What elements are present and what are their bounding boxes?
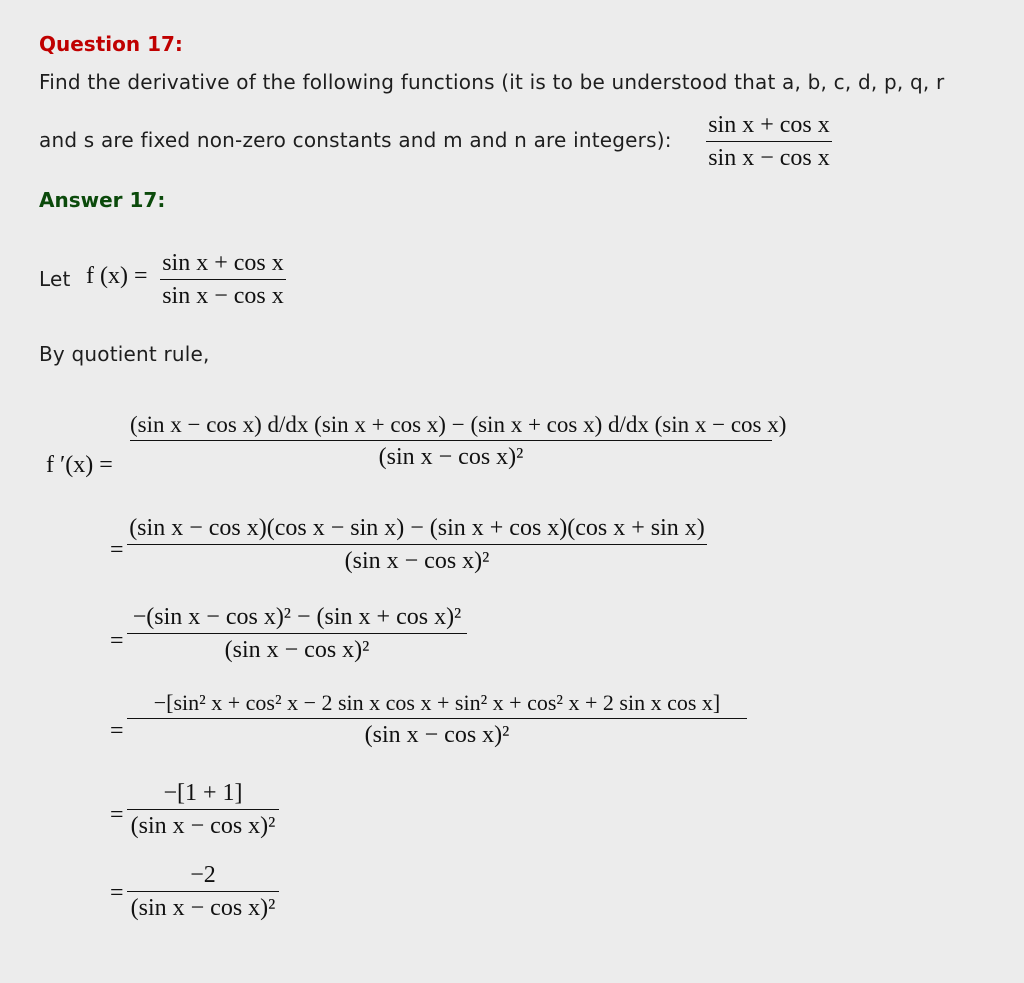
step-4-denominator: (sin x − cos x)² <box>364 722 510 748</box>
step-1-denominator: (sin x − cos x)² <box>378 444 524 470</box>
question-fraction-denominator: sin x − cos x <box>708 145 830 171</box>
step-1-lhs: f ′(x) = <box>46 452 113 478</box>
step-6-denominator: (sin x − cos x)² <box>130 895 276 921</box>
step-2-lhs: = <box>110 537 124 563</box>
step-3-denominator: (sin x − cos x)² <box>224 637 370 663</box>
step-5-lhs: = <box>110 802 124 828</box>
step-2-fraction <box>127 515 707 575</box>
step-6-fraction <box>127 862 279 922</box>
step-2-numerator: (sin x − cos x)(cos x − sin x) − (sin x + cos x)(cos x + sin x) <box>129 515 705 541</box>
let-label: Let <box>39 267 71 291</box>
question-function-fraction <box>706 112 832 172</box>
step-5-fraction <box>127 780 279 840</box>
let-fraction <box>160 250 286 310</box>
step-4-lhs: = <box>110 718 124 744</box>
answer-heading: Answer 17: <box>39 188 166 212</box>
step-3-lhs: = <box>110 628 124 654</box>
step-4-fraction <box>127 690 747 749</box>
quotient-rule-text: By quotient rule, <box>39 342 210 366</box>
question-heading: Question 17: <box>39 32 183 56</box>
question-text-line2: and s are fixed non-zero constants and m and n are integers): <box>39 128 672 152</box>
step-1-numerator: (sin x − cos x) d/dx (sin x + cos x) − (sin x + cos x) d/dx (sin x − cos x) <box>130 412 787 437</box>
let-lhs: f (x) = <box>86 263 148 289</box>
step-3-numerator: −(sin x − cos x)² − (sin x + cos x)² <box>132 604 462 630</box>
question-text-line1: Find the derivative of the following functions (it is to be understood that a, b, c, d, p, q, r <box>39 70 945 94</box>
let-fraction-denominator: sin x − cos x <box>162 283 284 309</box>
step-4-numerator: −[sin² x + cos² x − 2 sin x cos x + sin² x + cos² x + 2 sin x cos x] <box>153 690 721 715</box>
step-5-numerator: −[1 + 1] <box>163 780 243 806</box>
step-5-denominator: (sin x − cos x)² <box>130 813 276 839</box>
step-6-lhs: = <box>110 880 124 906</box>
step-2-denominator: (sin x − cos x)² <box>344 548 490 574</box>
step-6-numerator: −2 <box>190 862 216 888</box>
question-fraction-numerator: sin x + cos x <box>708 112 830 138</box>
let-fraction-numerator: sin x + cos x <box>162 250 284 276</box>
step-1-fraction <box>130 412 787 471</box>
step-3-fraction <box>127 604 467 664</box>
